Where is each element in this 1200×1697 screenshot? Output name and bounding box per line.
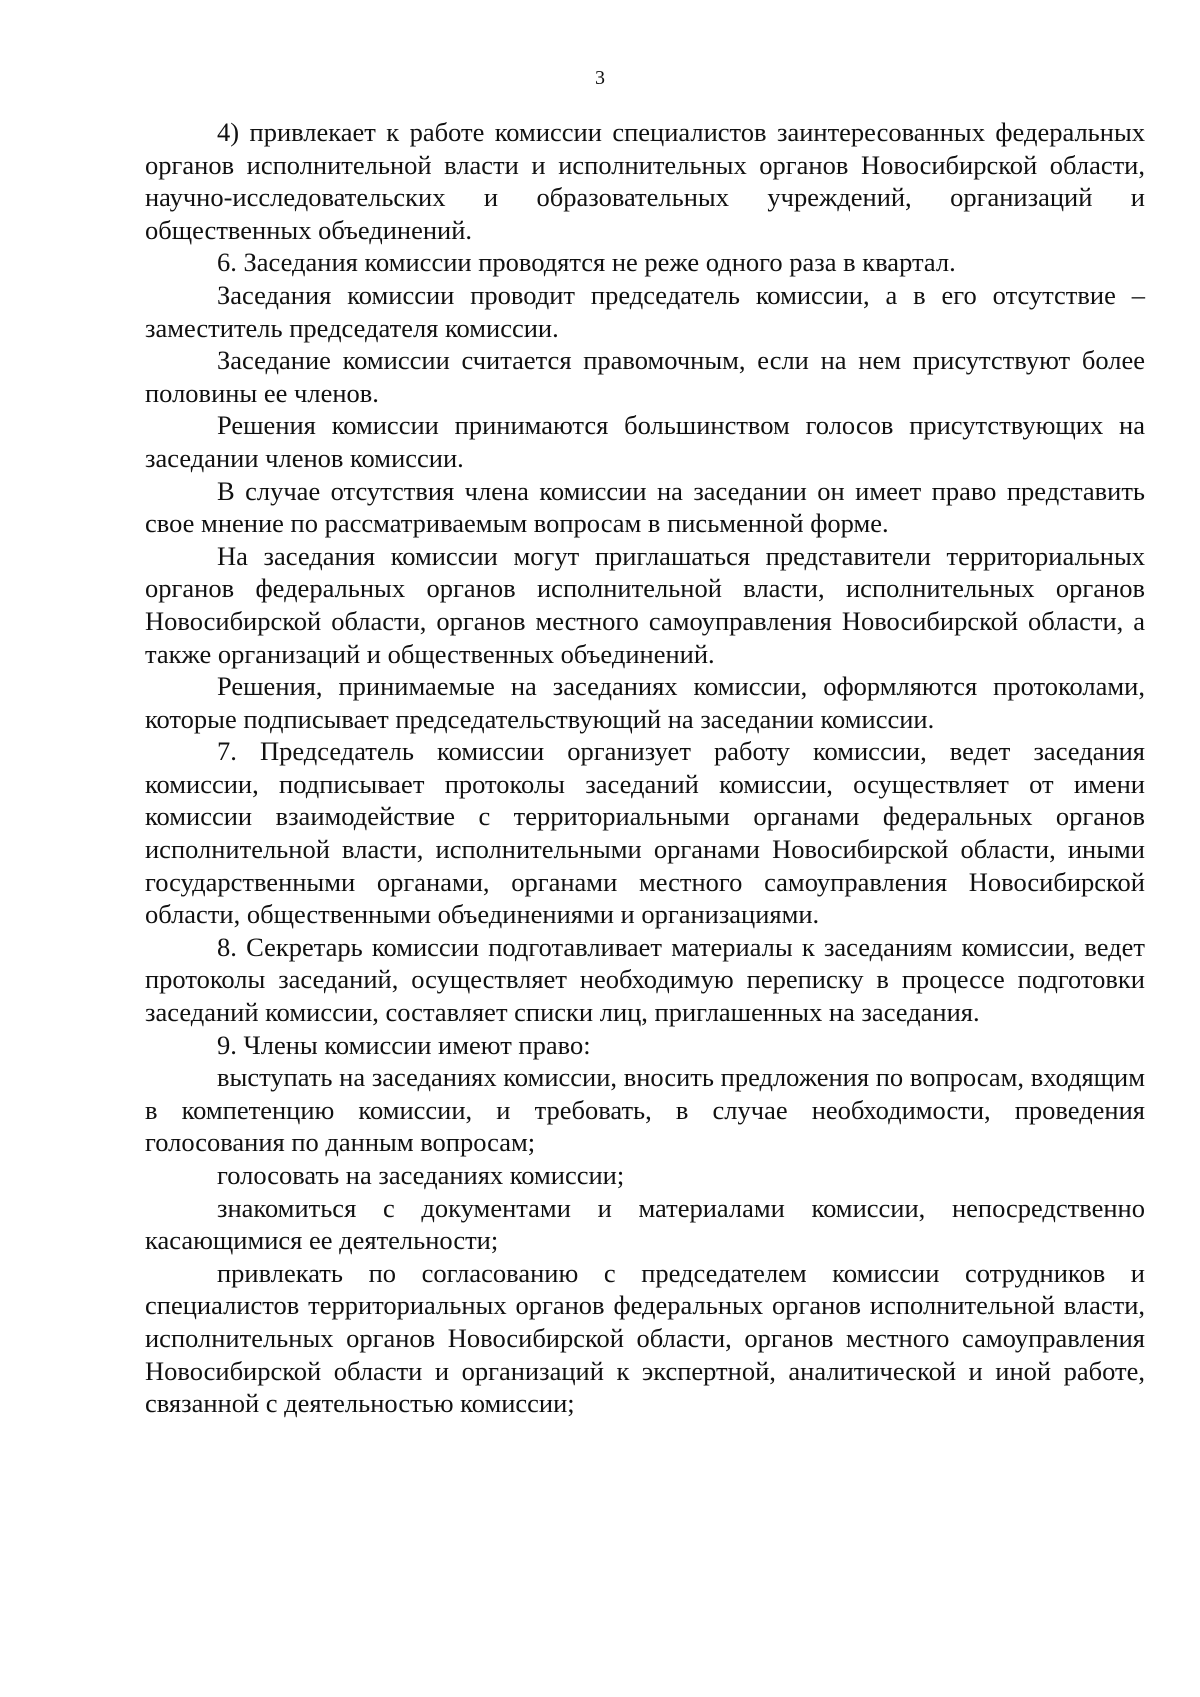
- paragraph-item-4: 4) привлекает к работе комиссии специалистов заинтересованных федеральных органов исполнительной власти и исполнительных органов Новосибирской области, научно-исследовательских и образовательных учреждений, организаций и общественных объединений.: [145, 117, 1145, 245]
- paragraph-clause-7: 7. Председатель комиссии организует работу комиссии, ведет заседания комиссии, подписывает протоколы заседаний комиссии, осуществляет от имени комиссии взаимодействие с территориальными органами федеральных органов исполнительной власти, исполнительными органами Новосибирской области, иными государственными органами, органами местного самоуправления Новосибирской области, общественными объединениями и организациями.: [145, 736, 1145, 930]
- page-number: 3: [595, 67, 605, 89]
- paragraph-right-involve: привлекать по согласованию с председателем комиссии сотрудников и специалистов территориальных органов федеральных органов исполнительной власти, исполнительных органов Новосибирской области, органов местного самоуправления Новосибирской области и организаций к экспертной, аналитической и иной работе, связанной с деятельностью комиссии;: [145, 1257, 1145, 1419]
- paragraph-absence: В случае отсутствия члена комиссии на заседании он имеет право представить свое мнение по рассматриваемым вопросам в письменной форме.: [145, 475, 1145, 539]
- paragraph-right-speak: выступать на заседаниях комиссии, вносить предложения по вопросам, входящим в компетенцию комиссии, и требовать, в случае необходимости, проведения голосования по данным вопросам;: [145, 1062, 1145, 1158]
- paragraph-clause-9: 9. Члены комиссии имеют право:: [217, 1029, 591, 1060]
- paragraph-clause-6: 6. Заседания комиссии проводятся не реже одного раза в квартал.: [217, 247, 956, 278]
- paragraph-invitees: На заседания комиссии могут приглашаться представители территориальных органов федеральных органов исполнительной власти, исполнительных органов Новосибирской области, органов местного самоуправления Новосибирской области, а также организаций и общественных объединений.: [145, 540, 1145, 669]
- document-body: [145, 116, 1145, 1420]
- paragraph-decisions: Решения комиссии принимаются большинством голосов присутствующих на заседании членов комиссии.: [145, 410, 1145, 473]
- paragraph-quorum: Заседание комиссии считается правомочным, если на нем присутствуют более половины ее членов.: [145, 345, 1145, 408]
- paragraph-right-vote: голосовать на заседаниях комиссии;: [217, 1160, 625, 1190]
- paragraph-clause-8: 8. Секретарь комиссии подготавливает материалы к заседаниям комиссии, ведет протоколы заседаний, осуществляет необходимую переписку в процессе подготовки заседаний комиссии, составляет списки лиц, приглашенных на заседания.: [145, 931, 1145, 1028]
- paragraph-meeting-chair: Заседания комиссии проводит председатель комиссии, а в его отсутствие – заместитель председателя комиссии.: [145, 279, 1145, 343]
- paragraph-protocols: Решения, принимаемые на заседаниях комиссии, оформляются протоколами, которые подписывает председательствующий на заседании комиссии.: [145, 671, 1145, 734]
- paragraph-right-documents: знакомиться с документами и материалами комиссии, непосредственно касающимися ее деятельности;: [145, 1192, 1145, 1256]
